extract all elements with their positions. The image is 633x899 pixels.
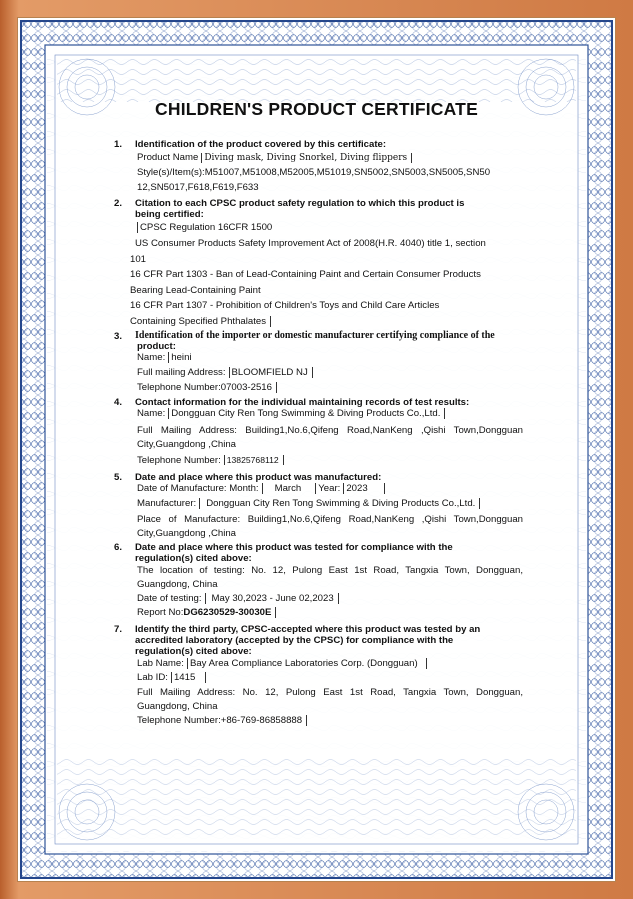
manufacturer-value: Dongguan City Ren Tong Swimming & Diving Products Co.,Ltd. xyxy=(199,498,480,509)
lab-phone-value: +86-769-86858888 xyxy=(221,715,307,726)
section-2-heading-line-2: being certified: xyxy=(135,209,204,220)
lab-address-block xyxy=(137,686,523,714)
importer-address-label: Full mailing Address: xyxy=(137,367,226,378)
report-number-label: Report No: xyxy=(137,607,184,618)
importer-name-row xyxy=(137,352,192,364)
testing-date-label: Date of testing: xyxy=(137,593,202,604)
manufacture-place-block xyxy=(137,513,523,541)
regulation-4-line-1: 16 CFR Part 1307 - Prohibition of Children's Toys and Child Care Articles xyxy=(130,300,440,311)
records-name-value: Dongguan City Ren Tong Swimming & Diving Products Co.,Ltd. xyxy=(168,408,445,419)
importer-address-row xyxy=(137,367,315,379)
testing-location-label: The location of testing: xyxy=(137,565,245,576)
style-items-line-1 xyxy=(137,167,490,179)
importer-name-value: heini xyxy=(168,352,191,363)
lab-name-label: Lab Name: xyxy=(137,658,184,669)
product-name-row xyxy=(137,152,414,164)
section-3-heading-line-2: product: xyxy=(137,341,176,352)
section-7-heading-line-2: accredited laboratory (accepted by the CPSC) for compliance with the xyxy=(135,635,454,646)
testing-date-value: May 30,2023 - June 02,2023 xyxy=(205,593,339,604)
regulation-1: CPSC Regulation 16CFR 1500 xyxy=(137,222,272,233)
lab-phone-row xyxy=(137,715,309,727)
lab-address-label: Full Mailing Address: xyxy=(137,687,236,698)
section-6-heading-line-2: regulation(s) cited above: xyxy=(135,553,252,564)
product-name-label: Product Name xyxy=(137,152,199,163)
certificate-title: CHILDREN'S PRODUCT CERTIFICATE xyxy=(155,99,478,119)
manufacture-place-label: Place of Manufacture: xyxy=(137,514,241,525)
manufacture-year-value: 2023 xyxy=(343,483,384,494)
manufacturer-row xyxy=(137,498,482,510)
manufacture-month-value: March xyxy=(262,483,317,494)
section-1-number: 1. xyxy=(114,139,123,150)
manufacture-date-row xyxy=(137,483,387,495)
style-items-label: Style(s)/Item(s): xyxy=(137,167,205,178)
regulation-3-line-1: 16 CFR Part 1303 - Ban of Lead-Containing Paint and Certain Consumer Products xyxy=(130,269,481,280)
lab-phone-label: Telephone Number: xyxy=(137,715,221,726)
section-2-number: 2. xyxy=(114,198,123,209)
section-4-heading: Contact information for the individual maintaining records of test results: xyxy=(135,397,470,408)
regulation-2-line-2: 101 xyxy=(130,254,147,265)
records-address-value: Building1,No.6,Qifeng Road,NanKeng ,Qishi Town,Dongguan City,Guangdong ,China xyxy=(137,425,524,450)
importer-name-label: Name: xyxy=(137,352,166,363)
importer-phone-value: 07003-2516 xyxy=(221,382,277,393)
product-name-value: Diving mask, Diving Snorkel, Diving flippers xyxy=(201,153,412,163)
section-1-heading: Identification of the product covered by this certificate: xyxy=(135,139,387,150)
manufacturer-label: Manufacturer: xyxy=(137,498,197,509)
records-phone-row xyxy=(137,454,286,467)
report-number-value: DG6230529-30030E xyxy=(183,607,276,618)
section-2-heading-line-1: Citation to each CPSC product safety regulation to which this product is xyxy=(135,198,465,209)
style-items-value-2: 12,SN5017,F618,F619,F633 xyxy=(137,182,259,193)
records-phone-label: Telephone Number: xyxy=(137,455,221,466)
report-number-row xyxy=(137,607,278,619)
importer-phone-label: Telephone Number: xyxy=(137,382,221,393)
lab-name-value: Bay Area Compliance Laboratories Corp. (Dongguan) xyxy=(187,658,427,669)
manufacture-date-label: Date of Manufacture: Month: xyxy=(137,483,259,494)
records-address-block xyxy=(137,424,523,452)
testing-date-row xyxy=(137,593,341,605)
records-name-row xyxy=(137,408,447,420)
section-6-number: 6. xyxy=(114,542,123,553)
records-address-label: Full Mailing Address: xyxy=(137,425,237,436)
section-7-number: 7. xyxy=(114,624,123,635)
importer-phone-row xyxy=(137,382,279,394)
records-name-label: Name: xyxy=(137,408,166,419)
lab-id-label: Lab ID: xyxy=(137,672,168,683)
section-3-number: 3. xyxy=(114,331,123,342)
section-5-heading: Date and place where this product was manufactured: xyxy=(135,472,382,483)
lab-id-row xyxy=(137,672,208,684)
lab-name-row xyxy=(137,658,429,670)
records-phone-value: 13825768112 xyxy=(224,455,284,465)
section-7-heading-line-1: Identify the third party, CPSC-accepted where this product was tested by an xyxy=(135,624,481,635)
section-4-number: 4. xyxy=(114,397,123,408)
section-6-heading-line-1: Date and place where this product was tested for compliance with the xyxy=(135,542,453,553)
regulation-4-line-2: Containing Specified Phthalates xyxy=(130,316,271,327)
style-items-value-1: M51007,M51008,M52005,M51019,SN5002,SN5003,SN5005,SN50 xyxy=(204,167,491,178)
manufacture-year-label: Year: xyxy=(318,483,341,494)
regulation-2-line-1: US Consumer Products Safety Improvement Act of 2008(H.R. 4040) title 1, section xyxy=(135,238,486,249)
lab-address-value: No. 12, Pulong East 1st Road, Tangxia Town, Dongguan, Guangdong, China xyxy=(137,687,523,712)
section-5-number: 5. xyxy=(114,472,123,483)
regulation-3-line-2: Bearing Lead-Containing Paint xyxy=(130,285,261,296)
importer-address-value: BLOOMFIELD NJ xyxy=(229,367,313,378)
section-7-heading-line-3: regulation(s) cited above: xyxy=(135,646,252,657)
lab-id-value: 1415 xyxy=(171,672,206,683)
testing-location-block xyxy=(137,564,523,592)
testing-location-value: No. 12, Pulong East 1st Road, Tangxia Town, Dongguan, Guangdong, China xyxy=(137,565,523,590)
section-3-heading-line-1: Identification of the importer or domestic manufacturer certifying compliance of the xyxy=(135,330,495,341)
manufacture-place-value: Building1,No.6,Qifeng Road,NanKeng ,Qishi Town,Dongguan City,Guangdong ,China xyxy=(137,514,523,539)
